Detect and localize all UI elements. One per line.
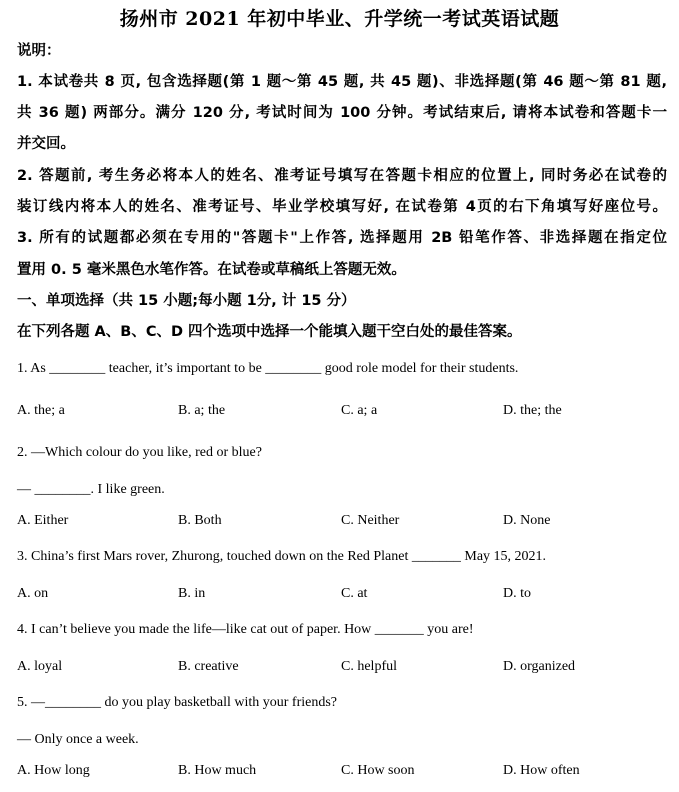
question-5-stem-reply: — Only once a week. [17,732,139,747]
section-prompt: 在下列各题 A、B、C、D 四个选项中选择一个能填入题干空白处的最佳答案。 [17,324,522,340]
question-5-option-b[interactable]: B. How much [178,763,257,778]
question-2-option-d[interactable]: D. None [503,513,551,528]
question-5-option-a[interactable]: A. How long [17,763,90,778]
question-3-stem: 3. China’s first Mars rover, Zhurong, touched down on the Red Planet _______ May 15, 2021. [17,549,547,564]
instruction-line-2b: 装订线内将本人的姓名、准考证号、毕业学校填写好, 在试卷第 4页的右下角填写好座位号。 [17,199,667,215]
question-4-option-d[interactable]: D. organized [503,659,576,674]
question-3-option-d[interactable]: D. to [503,586,531,601]
question-4-stem: 4. I can’t believe you made the life—like cat out of paper. How _______ you are! [17,622,474,637]
question-2-stem: 2. —Which colour do you like, red or blue? [17,445,262,460]
question-5-option-d[interactable]: D. How often [503,763,580,778]
question-5-option-c[interactable]: C. How soon [341,763,415,778]
question-4-option-a[interactable]: A. loyal [17,659,63,674]
question-3-option-a[interactable]: A. on [17,586,49,601]
instruction-line-2a: 2. 答题前, 考生务必将本人的姓名、准考证号填写在答题卡相应的位置上, 同时务必在试卷的 [17,168,667,184]
instruction-line-1c: 并交回。 [17,136,75,152]
question-5-stem: 5. —________ do you play basketball with your friends? [17,695,338,710]
question-3-option-c[interactable]: C. at [341,586,368,601]
exam-title: 扬州市 2021 年初中毕业、升学统一考试英语试题 [119,8,560,30]
question-3-option-b[interactable]: B. in [178,586,206,601]
question-1-option-d[interactable]: D. the; the [503,403,562,418]
question-1-option-a[interactable]: A. the; a [17,403,65,418]
section-heading: 一、单项选择（共 15 小题;每小题 1分, 计 15 分） [17,293,356,309]
question-1-option-c[interactable]: C. a; a [341,403,378,418]
instruction-line-3a: 3. 所有的试题都必须在专用的"答题卡"上作答, 选择题用 2B 铅笔作答、非选择题在指定位 [17,230,667,246]
instruction-line-1a: 1. 本试卷共 8 页, 包含选择题(第 1 题～第 45 题, 共 45 题)、非选择题(第 46 题～第 81 题, [17,74,667,90]
instructions-heading: 说明： [17,43,61,59]
question-4-option-b[interactable]: B. creative [178,659,239,674]
instruction-line-1b: 共 36 题) 两部分。满分 120 分, 考试时间为 100 分钟。考试结束后, 请将本试卷和答题卡一 [17,105,667,121]
instruction-line-3b: 置用 0. 5 毫米黑色水笔作答。在试卷或草稿纸上答题无效。 [17,262,406,278]
question-2-option-b[interactable]: B. Both [178,513,222,528]
question-2-stem-reply: — ________. I like green. [17,482,165,497]
question-2-option-a[interactable]: A. Either [17,513,69,528]
question-1-option-b[interactable]: B. a; the [178,403,226,418]
question-4-option-c[interactable]: C. helpful [341,659,397,674]
question-1-stem: 1. As ________ teacher, it’s important to be ________ good role model for their students. [17,361,519,376]
question-2-option-c[interactable]: C. Neither [341,513,400,528]
